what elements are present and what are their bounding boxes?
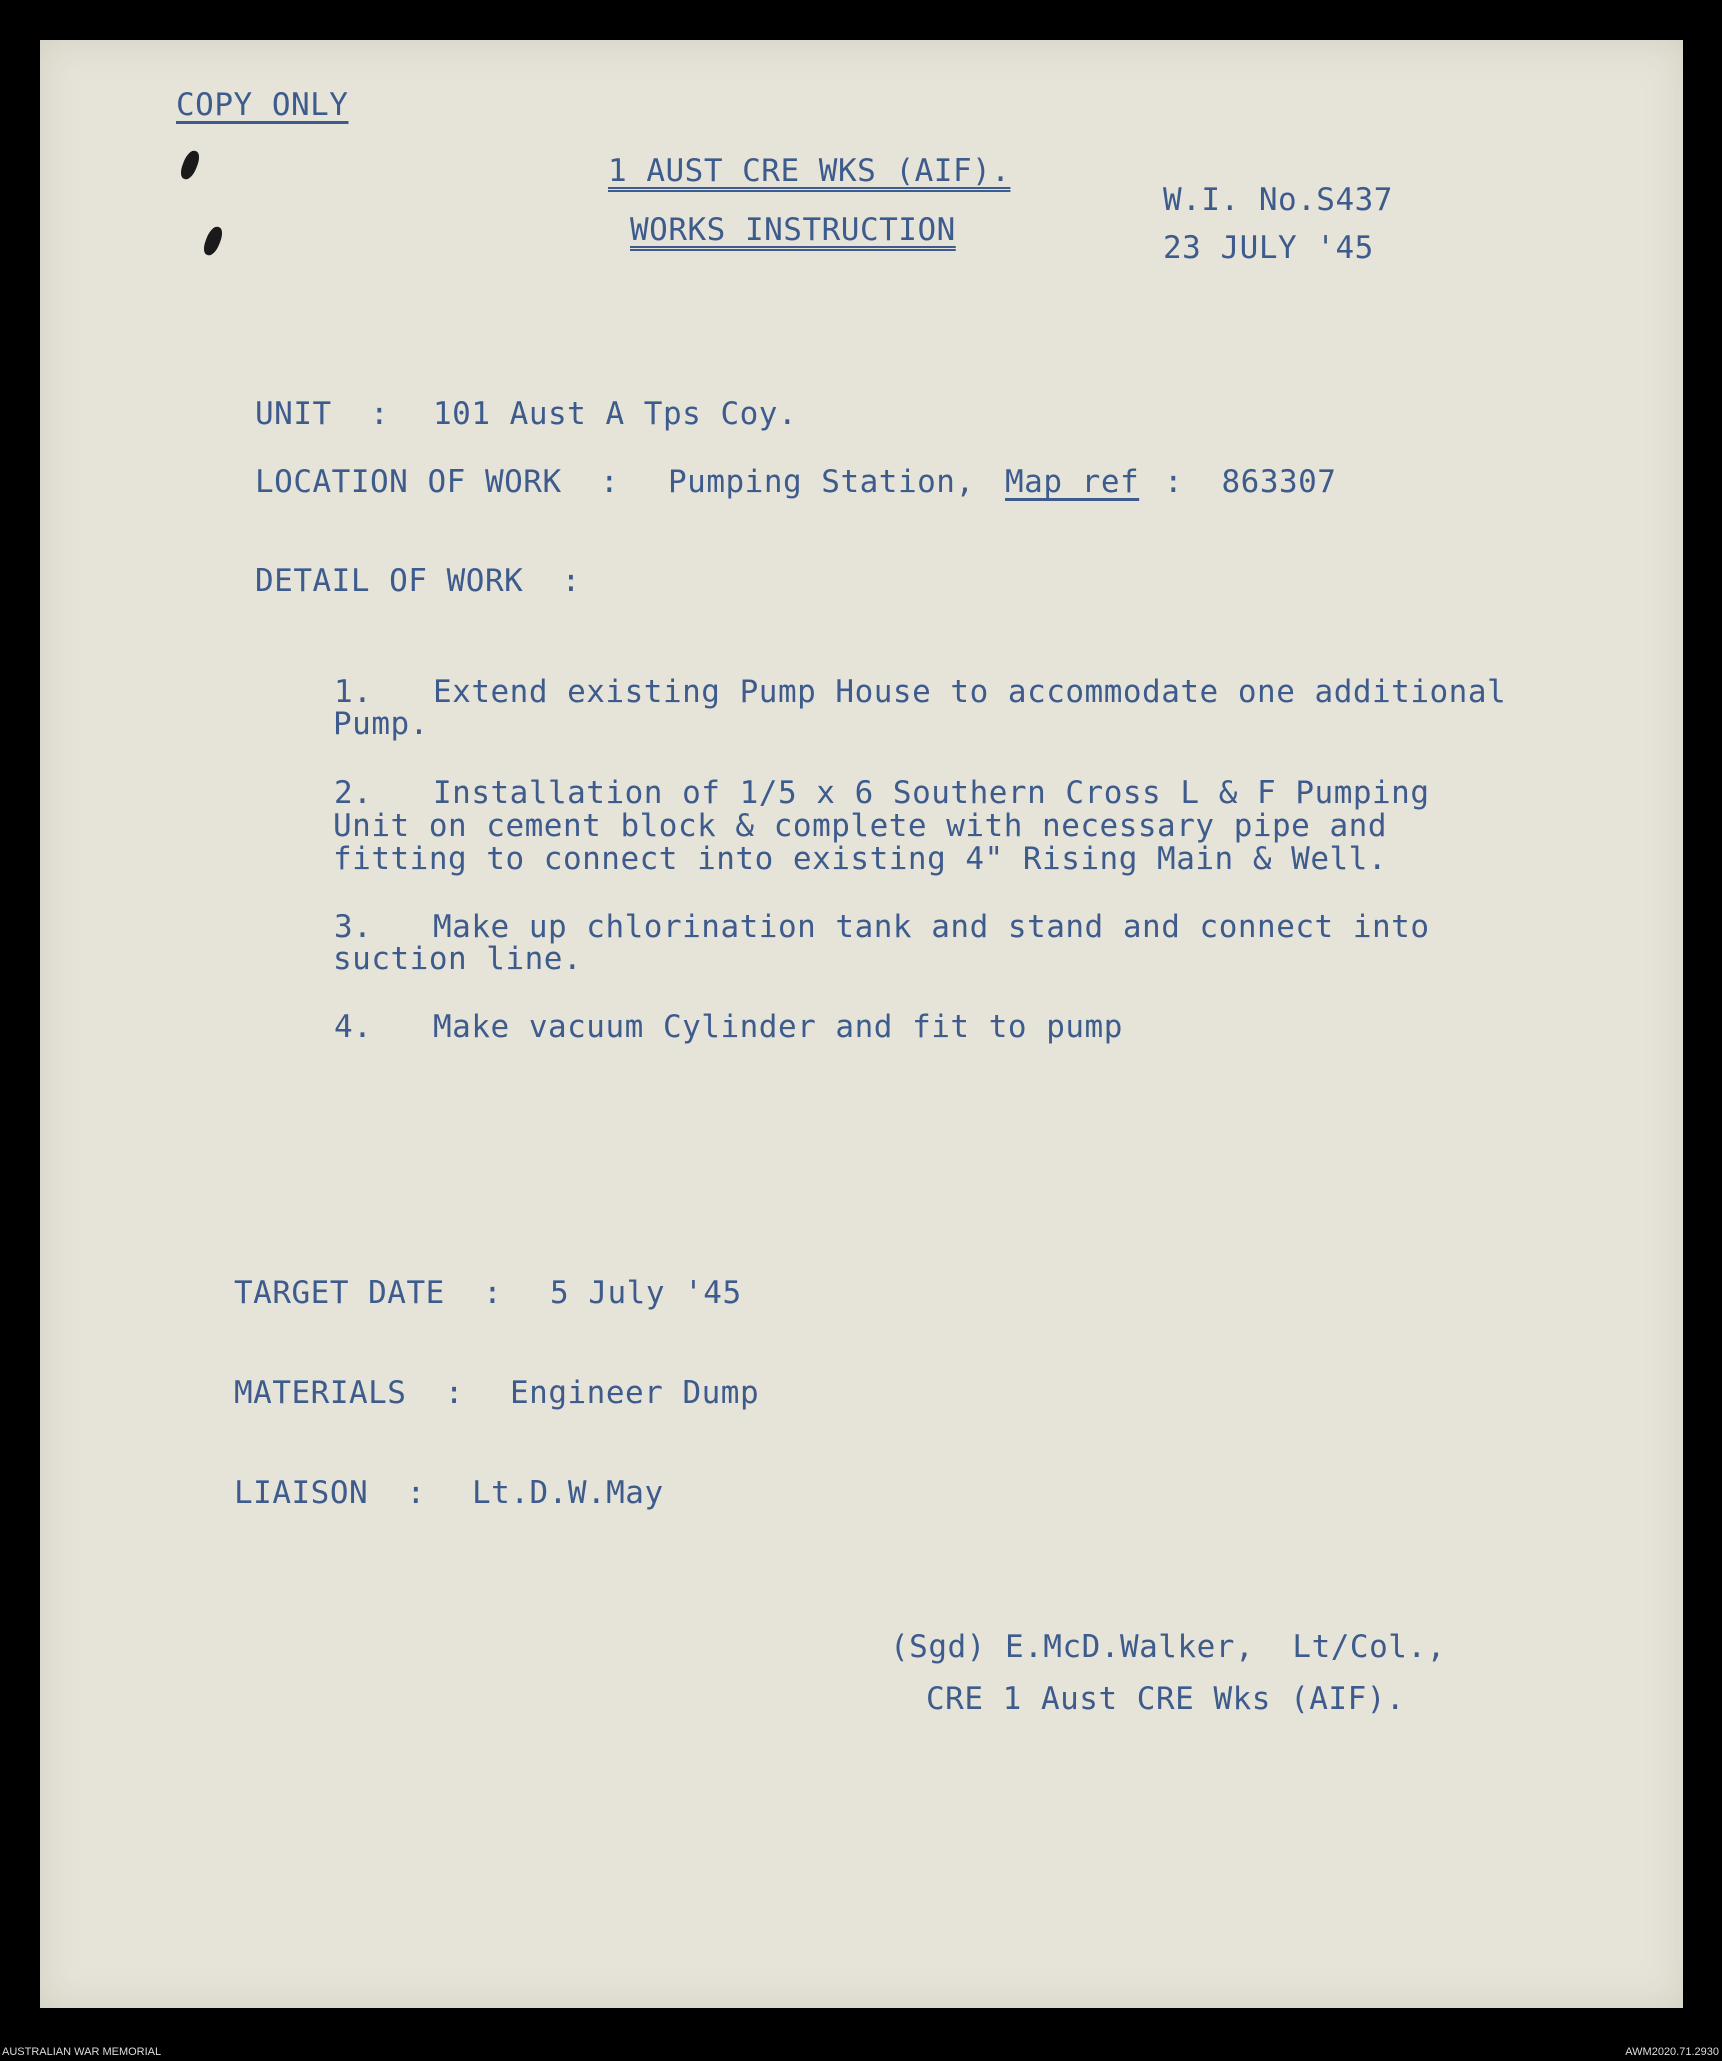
- item-text-cont: Unit on cement block & complete with necessary pipe and: [333, 808, 1387, 844]
- signature-title: CRE 1 Aust CRE Wks (AIF).: [926, 1681, 1406, 1717]
- item-text: Extend existing Pump House to accommodate one additional: [433, 674, 1507, 710]
- materials-value: Engineer Dump: [510, 1375, 760, 1411]
- copy-only-stamp: COPY ONLY: [176, 87, 349, 123]
- unit-value: 101 Aust A Tps Coy.: [433, 396, 798, 432]
- issue-date: 23 JULY '45: [1163, 230, 1374, 266]
- item-text-cont: fitting to connect into existing 4" Rising Main & Well.: [333, 841, 1387, 877]
- item-number: 4.: [334, 1009, 373, 1045]
- wi-number: W.I. No.S437: [1163, 182, 1393, 218]
- signature-line: (Sgd) E.McD.Walker, Lt/Col.,: [890, 1629, 1446, 1665]
- target-date-value: 5 July '45: [550, 1275, 742, 1311]
- item-text: Installation of 1/5 x 6 Southern Cross L & F Pumping: [433, 775, 1430, 811]
- archive-credit: AUSTRALIAN WAR MEMORIAL: [2, 2046, 162, 2058]
- target-date-label: TARGET DATE :: [234, 1275, 503, 1311]
- item-text: Make up chlorination tank and stand and connect into: [433, 909, 1430, 945]
- materials-label: MATERIALS :: [234, 1375, 464, 1411]
- org-heading: 1 AUST CRE WKS (AIF).: [608, 153, 1011, 189]
- item-text-cont: suction line.: [333, 941, 583, 977]
- unit-label: UNIT :: [255, 396, 390, 432]
- detail-label: DETAIL OF WORK :: [255, 563, 581, 599]
- item-number: 1.: [334, 674, 373, 710]
- archive-ref: AWM2020.71.2930: [1625, 2046, 1719, 2058]
- mapref-label: Map ref: [1005, 464, 1140, 500]
- location-label: LOCATION OF WORK :: [255, 464, 620, 500]
- item-number: 2.: [334, 775, 373, 811]
- item-text: Make vacuum Cylinder and fit to pump: [433, 1009, 1123, 1045]
- item-number: 3.: [334, 909, 373, 945]
- location-value: Pumping Station,: [668, 464, 975, 500]
- mapref-value: : 863307: [1164, 464, 1337, 500]
- liaison-label: LIAISON :: [234, 1475, 426, 1511]
- item-text-cont: Pump.: [333, 706, 429, 742]
- doc-title: WORKS INSTRUCTION: [630, 212, 956, 248]
- liaison-value: Lt.D.W.May: [472, 1475, 664, 1511]
